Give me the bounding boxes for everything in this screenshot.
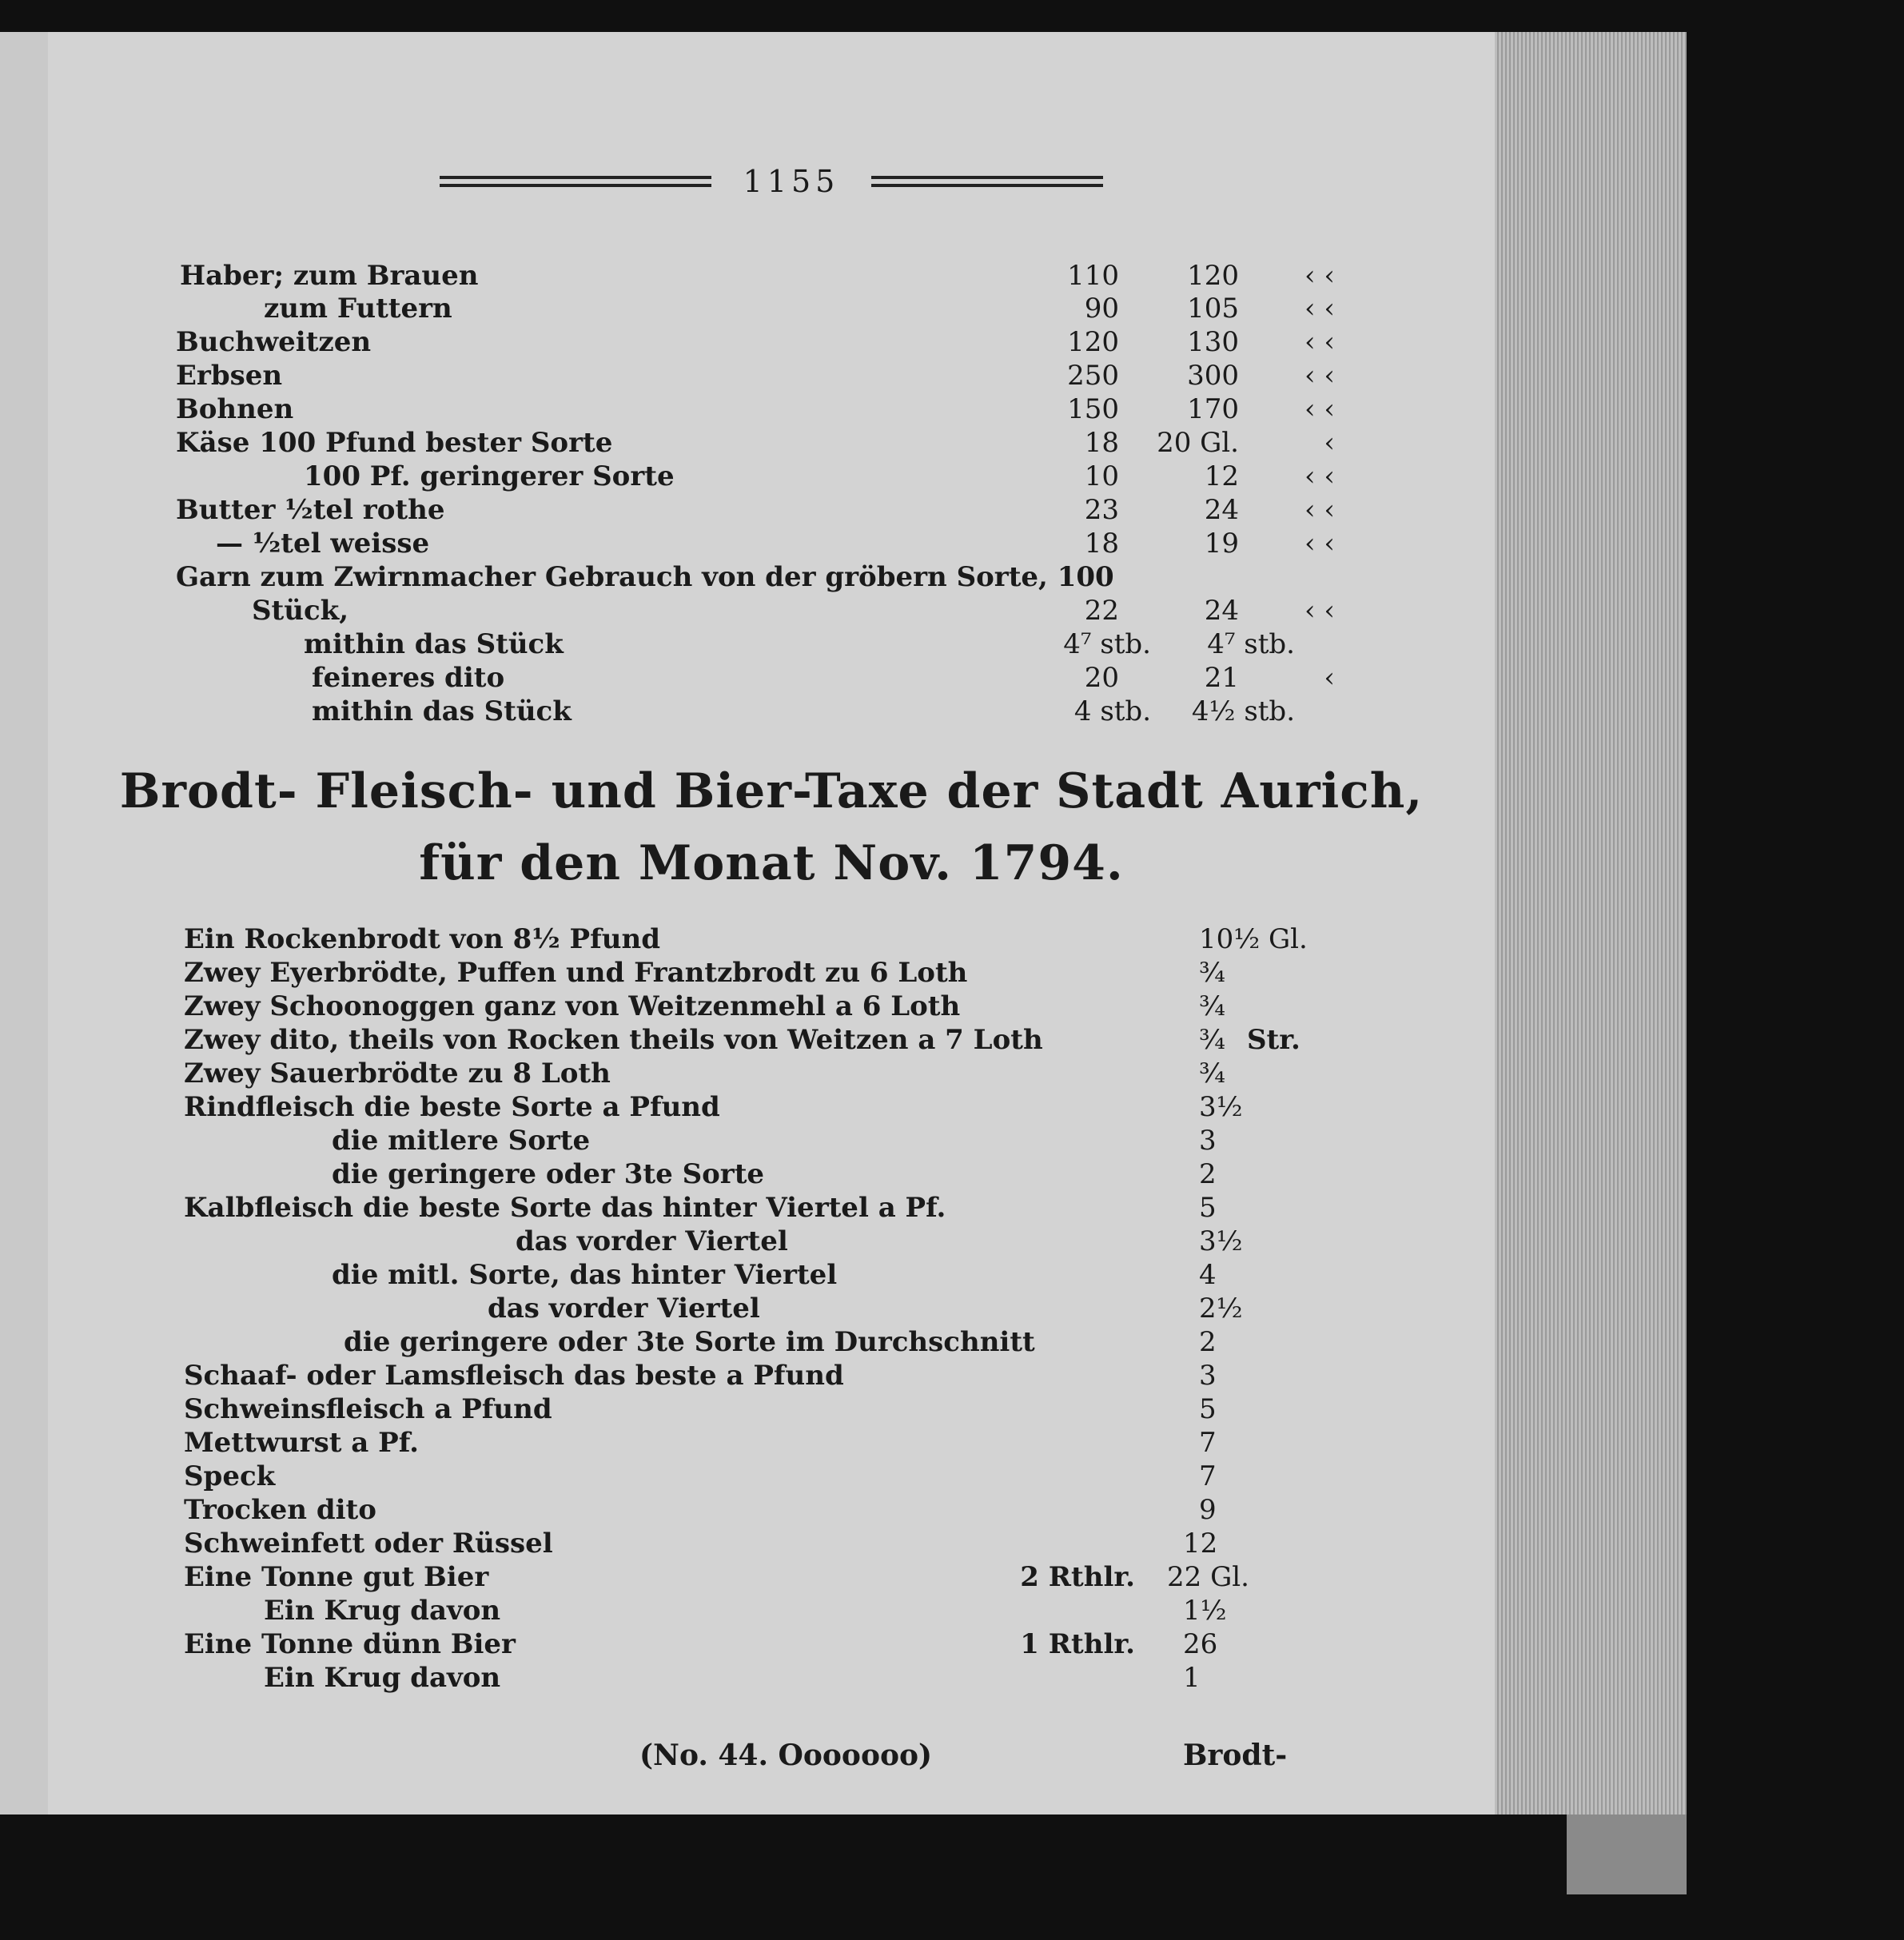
row-value: ‹ ‹ — [1304, 528, 1335, 560]
row-value: 3 — [1199, 1360, 1217, 1392]
row-value: ¾ — [1199, 990, 1225, 1022]
row-value: 300 — [1187, 360, 1239, 392]
row-value: 4½ stb. — [1191, 695, 1295, 727]
row-value: 1 — [1183, 1662, 1201, 1694]
row-value: 2 Rthlr. — [1020, 1561, 1135, 1593]
row-label: Ein Krug davon — [264, 1662, 501, 1694]
row-label: Schweinsfleisch a Pfund — [184, 1393, 552, 1425]
row-label: mithin das Stück — [304, 628, 564, 660]
book-page — [48, 32, 1495, 1815]
row-value: 3½ — [1199, 1091, 1243, 1123]
row-label: Zwey dito, theils von Rocken theils von Weitzen a 7 Loth — [184, 1024, 1043, 1056]
row-label: Speck — [184, 1460, 276, 1492]
row-label: Zwey Eyerbrödte, Puffen und Frantzbrodt zu 6 Loth — [184, 957, 968, 989]
row-value: 4 — [1199, 1259, 1217, 1291]
row-value: 12 — [1204, 460, 1239, 492]
row-value: 130 — [1187, 326, 1239, 358]
row-label: Haber; zum Brauen — [180, 260, 479, 292]
row-label: Buchweitzen — [176, 326, 372, 358]
row-label: Ein Krug davon — [264, 1595, 501, 1627]
row-label: Trocken dito — [184, 1494, 376, 1526]
row-label: Käse 100 Pfund bester Sorte — [176, 427, 613, 459]
header-rule-left — [440, 176, 711, 187]
row-value: ‹ ‹ — [1304, 494, 1335, 526]
row-value: 19 — [1204, 528, 1239, 560]
row-value: 170 — [1187, 393, 1239, 425]
row-value: ‹ ‹ — [1304, 460, 1335, 492]
row-value: 2 — [1199, 1326, 1217, 1358]
row-value: ‹ ‹ — [1304, 360, 1335, 392]
row-label: Schweinfett oder Rüssel — [184, 1528, 553, 1560]
row-value: 7 — [1199, 1427, 1217, 1459]
row-value: ‹ ‹ — [1304, 293, 1335, 325]
row-value: 4⁷ stb. — [1207, 628, 1295, 660]
row-value: 20 Gl. — [1157, 427, 1239, 459]
row-label: Zwey Sauerbrödte zu 8 Loth — [184, 1058, 611, 1090]
row-value: ‹ ‹ — [1304, 260, 1335, 292]
row-value: 2½ — [1199, 1293, 1243, 1325]
row-label: die geringere oder 3te Sorte — [332, 1158, 765, 1190]
row-label: Erbsen — [176, 360, 283, 392]
row-label: Mettwurst a Pf. — [184, 1427, 419, 1459]
row-label: Stück, — [252, 595, 349, 627]
row-value: 3 — [1199, 1125, 1217, 1157]
row-value: 7 — [1199, 1460, 1217, 1492]
row-value: 1½ — [1183, 1595, 1227, 1627]
row-label: zum Futtern — [264, 293, 452, 325]
row-label: Eine Tonne dünn Bier — [184, 1628, 516, 1660]
row-label: mithin das Stück — [312, 695, 572, 727]
row-label: — ½tel weisse — [216, 528, 430, 560]
row-value: 120 — [1187, 260, 1239, 292]
signature-mark: (No. 44. Ooooooo) — [639, 1739, 933, 1772]
row-value: 23 — [1084, 494, 1119, 526]
row-label: Butter ½tel rothe — [176, 494, 445, 526]
row-value: 18 — [1084, 427, 1119, 459]
row-label: Bohnen — [176, 393, 294, 425]
row-value: 2 — [1199, 1158, 1217, 1190]
section-heading: Brodt- Fleisch- und Bier-Taxe der Stadt Aurich, — [119, 763, 1424, 819]
row-value: ‹ ‹ — [1304, 595, 1335, 627]
row-label: Ein Rockenbrodt von 8½ Pfund — [184, 923, 660, 955]
row-value: 5 — [1199, 1393, 1217, 1425]
row-value: 250 — [1067, 360, 1119, 392]
header-rule-right — [871, 176, 1103, 187]
row-value: 150 — [1067, 393, 1119, 425]
row-label: 100 Pf. geringerer Sorte — [304, 460, 675, 492]
row-value: 3½ — [1199, 1225, 1243, 1257]
row-value: ¾ — [1199, 1058, 1225, 1090]
row-label: Kalbfleisch die beste Sorte das hinter Viertel a Pf. — [184, 1192, 946, 1224]
row-value: 22 — [1084, 595, 1119, 627]
row-value: ‹ ‹ — [1304, 326, 1335, 358]
row-label: feineres dito — [312, 662, 505, 694]
row-value: ¾ — [1199, 957, 1225, 989]
section-subheading: für den Monat Nov. 1794. — [419, 835, 1124, 891]
row-value: 10½ Gl. — [1199, 923, 1308, 955]
row-value: 10 — [1084, 460, 1119, 492]
row-label: die mitl. Sorte, das hinter Viertel — [332, 1259, 838, 1291]
row-label: Rindfleisch die beste Sorte a Pfund — [184, 1091, 720, 1123]
row-value: 90 — [1084, 293, 1119, 325]
row-value: Str. — [1247, 1024, 1301, 1056]
row-value: 1 Rthlr. — [1020, 1628, 1135, 1660]
row-label: das vorder Viertel — [488, 1293, 760, 1325]
row-value: ¾ — [1199, 1024, 1225, 1056]
row-value: 22 Gl. — [1167, 1561, 1249, 1593]
row-label: Eine Tonne gut Bier — [184, 1561, 489, 1593]
page-number: 1155 — [743, 164, 840, 199]
row-value: 110 — [1067, 260, 1119, 292]
row-value: 5 — [1199, 1192, 1217, 1224]
row-value: 12 — [1183, 1528, 1218, 1560]
row-value: 120 — [1067, 326, 1119, 358]
row-value: 24 — [1204, 494, 1239, 526]
catchword: Brodt- — [1183, 1739, 1288, 1772]
row-label: das vorder Viertel — [516, 1225, 788, 1257]
row-value: 4⁷ stb. — [1063, 628, 1151, 660]
row-label: die mitlere Sorte — [332, 1125, 591, 1157]
row-value: 21 — [1204, 662, 1239, 694]
row-value: 18 — [1084, 528, 1119, 560]
row-label: Garn zum Zwirnmacher Gebrauch von der gröbern Sorte, 100 — [176, 561, 1114, 593]
row-value: 105 — [1187, 293, 1239, 325]
row-value: 24 — [1204, 595, 1239, 627]
row-value: 20 — [1084, 662, 1119, 694]
row-label: die geringere oder 3te Sorte im Durchschnitt — [344, 1326, 1035, 1358]
row-value: ‹ — [1324, 427, 1335, 459]
book-page-edges — [1479, 32, 1687, 1815]
previous-page-edge — [0, 32, 50, 1815]
row-value: ‹ — [1324, 662, 1335, 694]
row-value: ‹ ‹ — [1304, 393, 1335, 425]
row-value: 26 — [1183, 1628, 1218, 1660]
row-label: Zwey Schoonoggen ganz von Weitzenmehl a 6 Loth — [184, 990, 961, 1022]
row-label: Schaaf- oder Lamsfleisch das beste a Pfund — [184, 1360, 844, 1392]
row-value: 4 stb. — [1073, 695, 1151, 727]
row-value: 9 — [1199, 1494, 1217, 1526]
